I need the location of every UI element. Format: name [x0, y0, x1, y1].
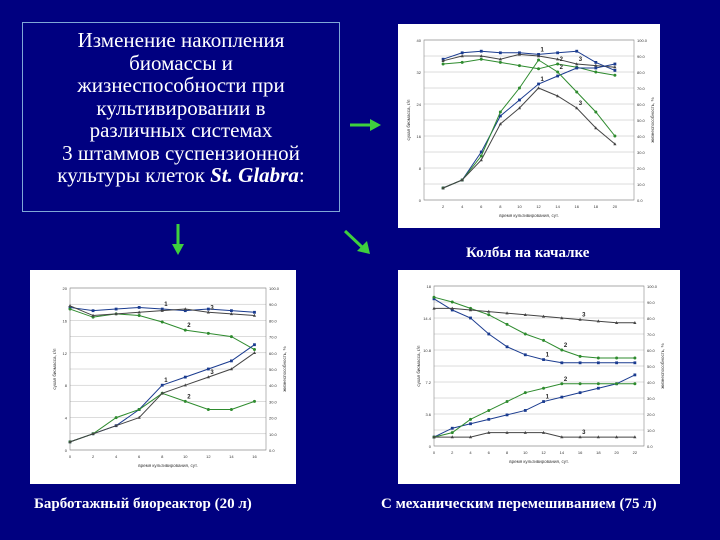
- y-tick-left: 40: [416, 38, 421, 43]
- viability-data-point: [69, 308, 72, 311]
- viability-data-point: [594, 71, 597, 74]
- x-tick-label: 14: [555, 204, 560, 209]
- y-tick-right: 60.0: [647, 348, 655, 353]
- biomass-data-point: [253, 351, 256, 354]
- x-tick-label: 12: [536, 204, 541, 209]
- biomass-data-point: [499, 111, 502, 114]
- biomass-series-label: 2: [563, 376, 568, 383]
- biomass-data-point: [469, 418, 472, 421]
- biomass-data-point: [579, 382, 582, 385]
- biomass-series-label: 2: [187, 394, 191, 401]
- viability-series-line-1: [434, 299, 635, 363]
- biomass-data-point: [230, 408, 233, 411]
- viability-data-point: [68, 304, 71, 307]
- y-tick-right: 90.0: [269, 302, 277, 308]
- x-tick-label: 16: [252, 454, 257, 459]
- biomass-data-point: [138, 408, 141, 411]
- y-tick-left: 0: [418, 198, 421, 203]
- biomass-data-point: [597, 387, 600, 390]
- biomass-data-point: [575, 91, 578, 94]
- y-tick-right: 10.0: [637, 182, 645, 187]
- x-tick-label: 6: [138, 454, 141, 459]
- y-tick-right: 40.0: [637, 134, 645, 139]
- biomass-data-point: [253, 343, 256, 346]
- y-tick-right: 70.0: [269, 334, 277, 340]
- y-tick-left: 0: [428, 444, 431, 449]
- viability-data-point: [480, 50, 483, 53]
- biomass-data-point: [614, 63, 617, 66]
- caption-bioreactor: Барботажный биореактор (20 л): [34, 496, 252, 512]
- y-tick-right: 50.0: [647, 364, 655, 369]
- biomass-series-line-2: [434, 384, 635, 437]
- biomass-series-line-3: [434, 433, 635, 437]
- y-tick-left: 4: [64, 415, 67, 421]
- arrow-diagonal-icon: [342, 228, 372, 256]
- biomass-data-point: [633, 382, 636, 385]
- y-tick-right: 40.0: [269, 383, 277, 389]
- viability-data-point: [615, 361, 618, 364]
- y-tick-right: 70.0: [647, 332, 655, 337]
- x-tick-label: 18: [596, 450, 601, 455]
- biomass-data-point: [537, 83, 540, 86]
- viability-data-point: [597, 361, 600, 364]
- title-line: 3 штаммов суспензионной: [62, 140, 300, 165]
- y-tick-left: 20: [62, 286, 67, 291]
- viability-series-line-2: [443, 59, 615, 75]
- viability-series-label: 2: [187, 323, 191, 330]
- x-tick-label: 8: [499, 204, 502, 209]
- viability-series-line-2: [434, 297, 635, 358]
- x-tick-label: 14: [229, 454, 234, 459]
- y-tick-left: 8: [418, 166, 421, 171]
- biomass-series-label: 3: [578, 101, 583, 107]
- y-tick-right: 100.0: [637, 38, 648, 43]
- viability-data-point: [633, 361, 636, 364]
- biomass-data-point: [633, 373, 636, 376]
- biomass-data-point: [524, 409, 527, 412]
- viability-data-point: [433, 296, 436, 299]
- biomass-data-point: [556, 75, 559, 78]
- biomass-data-point: [115, 416, 118, 419]
- viability-data-point: [115, 308, 118, 311]
- y-tick-right: 90.0: [637, 54, 645, 59]
- y-tick-right: 0.0: [637, 198, 643, 203]
- y-tick-right: 0.0: [269, 448, 275, 453]
- viability-data-point: [230, 335, 233, 338]
- viability-data-point: [579, 355, 582, 358]
- biomass-data-point: [524, 391, 527, 394]
- viability-data-point: [461, 51, 464, 54]
- x-tick-label: 2: [451, 450, 454, 455]
- x-tick-label: 2: [91, 454, 95, 459]
- viability-data-point: [524, 353, 527, 356]
- y-tick-right: 50.0: [269, 367, 277, 372]
- y-tick-right: 90.0: [647, 300, 655, 305]
- viability-data-point: [499, 51, 502, 54]
- biomass-series-label: 3: [210, 370, 214, 377]
- biomass-series-label: 2: [559, 65, 563, 71]
- x-tick-label: 18: [593, 204, 599, 209]
- biomass-data-point: [579, 391, 582, 394]
- viability-data-point: [138, 314, 141, 317]
- x-tick-label: 4: [115, 454, 118, 459]
- title-line: биомассы и: [129, 50, 233, 75]
- viability-data-point: [518, 64, 521, 67]
- y-tick-left: 24: [416, 102, 421, 107]
- y-tick-right: 10.0: [269, 431, 277, 437]
- y-tick-right: 100.0: [647, 284, 658, 289]
- viability-series-label: 3: [578, 57, 583, 63]
- viability-series-label: 1: [164, 302, 168, 309]
- biomass-data-point: [161, 384, 164, 387]
- viability-data-point: [230, 309, 233, 312]
- viability-series-label: 2: [563, 343, 568, 349]
- viability-data-point: [253, 348, 256, 351]
- chart-bioreactor: [30, 270, 296, 484]
- biomass-data-point: [207, 408, 210, 411]
- x-tick-label: 20: [614, 450, 619, 455]
- viability-data-point: [579, 361, 582, 364]
- chart-mechanical: [398, 270, 680, 484]
- biomass-data-point: [469, 422, 472, 425]
- y-axis-label-left: сухая биомасса, г/л: [406, 99, 411, 141]
- y-tick-right: 80.0: [647, 316, 655, 321]
- viability-data-point: [537, 67, 540, 70]
- viability-data-point: [556, 51, 559, 54]
- x-tick-label: 4: [469, 450, 472, 455]
- y-tick-left: 8: [64, 383, 67, 389]
- title-line-last: [23, 164, 339, 187]
- y-axis-label-left: сухая биомасса, г/л: [52, 348, 57, 390]
- viability-data-point: [207, 308, 210, 311]
- biomass-data-point: [518, 99, 521, 102]
- viability-series-label: 1: [545, 352, 549, 359]
- y-tick-left: 7.2: [425, 380, 431, 385]
- biomass-series-label: 1: [164, 378, 168, 385]
- x-tick-label: 20: [612, 204, 618, 209]
- x-tick-label: 16: [574, 204, 579, 209]
- title-suffix: :: [298, 163, 305, 187]
- x-tick-label: 14: [559, 450, 565, 455]
- x-tick-label: 6: [480, 204, 483, 209]
- viability-data-point: [487, 313, 490, 316]
- x-tick-label: 8: [161, 454, 164, 459]
- y-tick-right: 30.0: [647, 396, 655, 401]
- x-tick-label: 0: [68, 454, 72, 459]
- viability-data-point: [542, 339, 545, 342]
- x-tick-label: 10: [523, 450, 528, 455]
- y-tick-right: 10.0: [647, 428, 655, 433]
- biomass-data-point: [537, 86, 540, 89]
- biomass-data-point: [542, 387, 545, 390]
- viability-data-point: [461, 61, 464, 64]
- y-tick-right: 20.0: [637, 166, 645, 171]
- y-tick-right: 40.0: [647, 380, 655, 385]
- viability-data-point: [613, 74, 616, 77]
- viability-data-point: [451, 301, 454, 304]
- x-tick-label: 8: [505, 450, 509, 455]
- caption-mechanical: С механическим перемешиванием (75 л): [381, 496, 657, 512]
- viability-data-point: [560, 361, 563, 364]
- y-tick-right: 60.0: [637, 102, 645, 107]
- biomass-data-point: [230, 360, 233, 363]
- biomass-data-point: [537, 59, 540, 62]
- biomass-data-point: [597, 382, 600, 385]
- y-tick-left: 16: [62, 318, 67, 324]
- viability-series-label: 2: [559, 57, 563, 63]
- biomass-data-point: [253, 400, 256, 403]
- viability-data-point: [487, 333, 490, 336]
- viability-data-point: [506, 345, 509, 348]
- y-tick-left: 16: [416, 134, 421, 139]
- title-line: жизнеспособности при: [77, 73, 285, 97]
- viability-data-point: [480, 58, 483, 61]
- viability-data-point: [594, 61, 597, 64]
- biomass-data-point: [451, 431, 454, 434]
- viability-data-point: [138, 306, 141, 309]
- y-tick-left: 32: [416, 70, 421, 75]
- x-tick-label: 22: [632, 450, 638, 455]
- y-tick-right: 80.0: [269, 318, 277, 324]
- y-tick-left: 18: [426, 284, 431, 289]
- biomass-series-line-2: [443, 60, 615, 188]
- viability-data-point: [499, 61, 502, 64]
- biomass-series-label: 3: [582, 430, 586, 437]
- x-tick-label: 6: [487, 450, 490, 455]
- y-axis-label-right: жизнеспособность, %: [660, 343, 665, 389]
- viability-data-point: [542, 358, 545, 361]
- species-name: St. Glabra: [210, 163, 299, 187]
- viability-series-label: 3: [582, 312, 586, 319]
- y-tick-left: 12: [62, 350, 67, 356]
- y-tick-right: 60.0: [269, 350, 277, 356]
- biomass-data-point: [613, 135, 616, 138]
- x-tick-label: 2: [441, 204, 445, 209]
- viability-data-point: [575, 50, 578, 53]
- y-tick-left: 14.4: [423, 316, 431, 321]
- biomass-data-point: [184, 376, 187, 379]
- viability-data-point: [614, 69, 617, 72]
- biomass-data-point: [542, 400, 545, 403]
- arrow-right-icon: [348, 118, 382, 132]
- biomass-data-point: [506, 413, 509, 416]
- title-line: культивировании в: [96, 95, 266, 120]
- y-axis-label-left: сухая биомасса, г/л: [416, 345, 421, 387]
- biomass-series-line-3: [443, 88, 615, 188]
- y-tick-right: 50.0: [637, 118, 645, 123]
- y-tick-left: 0: [64, 448, 67, 453]
- title-line: Изменение накопления: [77, 28, 285, 52]
- caption-flask: Колбы на качалке: [466, 245, 590, 261]
- biomass-data-point: [506, 400, 509, 403]
- biomass-data-point: [594, 111, 597, 114]
- y-tick-left: 3.6: [425, 412, 431, 417]
- viability-data-point: [506, 323, 509, 326]
- title-prefix: культуры клеток: [57, 163, 211, 187]
- viability-series-label: 1: [540, 47, 544, 54]
- biomass-data-point: [487, 409, 490, 412]
- biomass-data-point: [594, 67, 597, 70]
- viability-data-point: [633, 357, 636, 360]
- biomass-data-point: [615, 382, 618, 385]
- biomass-data-point: [207, 368, 210, 371]
- y-tick-right: 0.0: [647, 444, 653, 449]
- y-axis-label-right: жизнеспособность, %: [282, 346, 287, 392]
- arrow-down-icon: [170, 222, 186, 256]
- x-axis-label: время культивирования, сут.: [138, 463, 198, 468]
- title-line: различных системах: [89, 118, 273, 142]
- x-tick-label: 12: [206, 454, 211, 459]
- x-axis-label: время культивирования, сут.: [509, 459, 569, 464]
- y-tick-left: 10.8: [423, 348, 431, 353]
- y-tick-right: 80.0: [637, 70, 645, 75]
- viability-data-point: [253, 311, 256, 314]
- x-tick-label: 16: [577, 450, 583, 455]
- y-tick-right: 70.0: [637, 86, 645, 91]
- chart-flask: [398, 24, 660, 228]
- viability-data-point: [442, 63, 445, 66]
- x-tick-label: 10: [517, 204, 522, 209]
- biomass-data-point: [518, 87, 521, 90]
- y-tick-right: 30.0: [269, 399, 277, 405]
- y-tick-right: 20.0: [269, 415, 277, 421]
- viability-data-point: [207, 332, 210, 335]
- y-tick-right: 20.0: [647, 412, 655, 417]
- y-axis-label-right: жизнеспособность, %: [650, 97, 655, 143]
- biomass-series-line-3: [70, 353, 254, 442]
- x-tick-label: 12: [541, 450, 546, 455]
- y-tick-right: 30.0: [637, 150, 645, 155]
- viability-data-point: [524, 333, 527, 336]
- biomass-data-point: [560, 396, 563, 399]
- x-axis-label: время культивирования, сут.: [499, 213, 559, 218]
- viability-data-point: [597, 357, 600, 360]
- x-tick-label: 0: [432, 450, 436, 455]
- biomass-data-point: [487, 418, 490, 421]
- biomass-series-label: 1: [540, 77, 544, 83]
- viability-data-point: [161, 321, 164, 324]
- biomass-data-point: [575, 67, 578, 70]
- title-box: [22, 22, 340, 212]
- x-tick-label: 4: [461, 204, 464, 209]
- viability-data-point: [615, 357, 618, 360]
- viability-data-point: [92, 309, 95, 312]
- biomass-series-line-1: [443, 64, 615, 188]
- biomass-series-label: 1: [545, 394, 549, 401]
- x-tick-label: 10: [183, 454, 188, 459]
- viability-data-point: [469, 317, 472, 320]
- y-tick-right: 100.0: [269, 286, 280, 291]
- viability-series-label: 3: [210, 305, 214, 312]
- biomass-data-point: [451, 427, 454, 430]
